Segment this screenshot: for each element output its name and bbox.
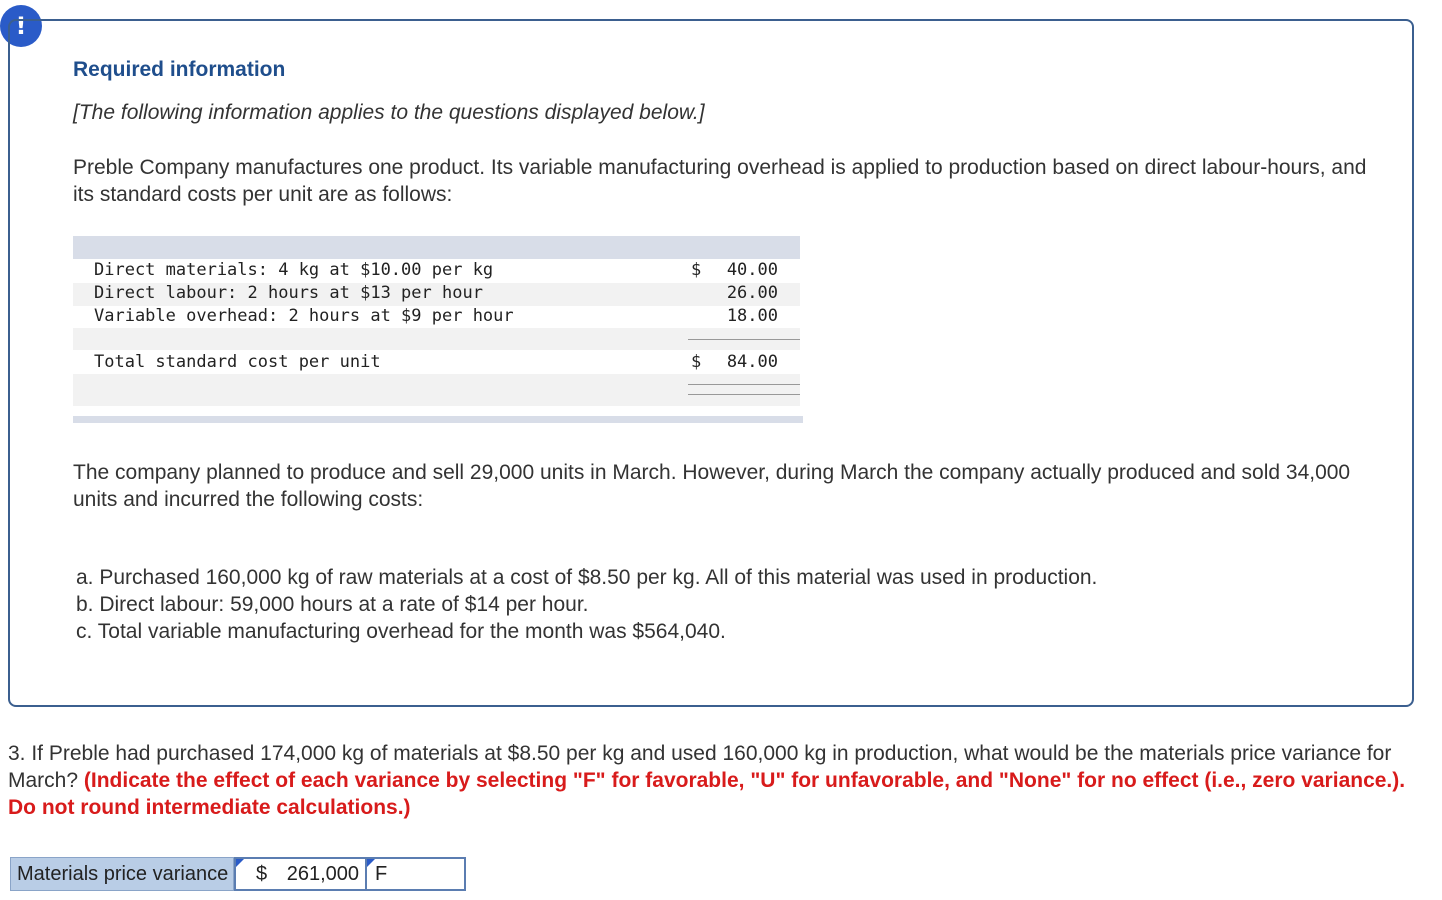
variance-effect-value: F <box>375 862 388 885</box>
list-item: a. Purchased 160,000 kg of raw materials at a cost of $8.50 per kg. All of this material was used in production. <box>76 566 1098 589</box>
total-amount: 84.00 <box>726 352 778 372</box>
standard-cost-table <box>73 236 803 426</box>
question-body: 3. If Preble had purchased 174,000 kg of materials at $8.50 per kg and used 160,000 kg in production, what would be the materials price variance for March? <box>8 742 1392 792</box>
row-amount: 18.00 <box>726 306 778 326</box>
list-item: c. Total variable manufacturing overhead for the month was $564,040. <box>76 620 726 643</box>
total-double-rule <box>688 394 800 395</box>
variance-effect-select[interactable] <box>367 857 466 891</box>
table-header-band <box>73 236 800 259</box>
required-information-title: Required information <box>73 58 286 81</box>
row-label: Direct labour: 2 hours at $13 per hour <box>94 283 483 303</box>
intro-paragraph: Preble Company manufactures one product. Its variable manufacturing overhead is applied to production based on direct labour-hours, and its standard costs per unit are as follows: <box>73 156 1367 206</box>
table-footer-band <box>73 416 803 423</box>
alert-icon: ! <box>0 5 42 47</box>
row-amount: 26.00 <box>726 283 778 303</box>
corner-flag-icon <box>367 859 375 867</box>
row-amount: 40.00 <box>726 260 778 280</box>
question-text <box>8 740 1428 821</box>
actual-costs-list <box>76 564 1097 645</box>
total-dollar-sign: $ <box>691 352 702 372</box>
subtotal-rule <box>688 339 800 340</box>
corner-flag-icon <box>236 859 244 867</box>
row-label: Variable overhead: 2 hours at $9 per hour <box>94 306 514 326</box>
question-instruction: (Indicate the effect of each variance by selecting "F" for favorable, "U" for unfavorable, and "None" for no effect (i.e., zero variance.). Do not round intermediate calculations.) <box>8 769 1406 819</box>
variance-amount-value: 261,000 <box>286 862 359 885</box>
row-label: Direct materials: 4 kg at $10.00 per kg <box>94 260 494 280</box>
total-rule <box>688 384 800 385</box>
currency-symbol: $ <box>256 862 268 885</box>
info-subtitle: [The following information applies to the questions displayed below.] <box>73 101 705 124</box>
variance-amount-input[interactable] <box>234 857 367 891</box>
answer-row <box>10 857 466 891</box>
answer-label: Materials price variance <box>10 857 234 891</box>
total-label: Total standard cost per unit <box>94 352 381 372</box>
list-item: b. Direct labour: 59,000 hours at a rate of $14 per hour. <box>76 593 589 616</box>
row-dollar-sign: $ <box>691 260 702 280</box>
production-paragraph: The company planned to produce and sell 29,000 units in March. However, during March the company actually produced and sold 34,000 units and incurred the following costs: <box>73 461 1351 511</box>
table-row-stripe <box>73 374 800 406</box>
